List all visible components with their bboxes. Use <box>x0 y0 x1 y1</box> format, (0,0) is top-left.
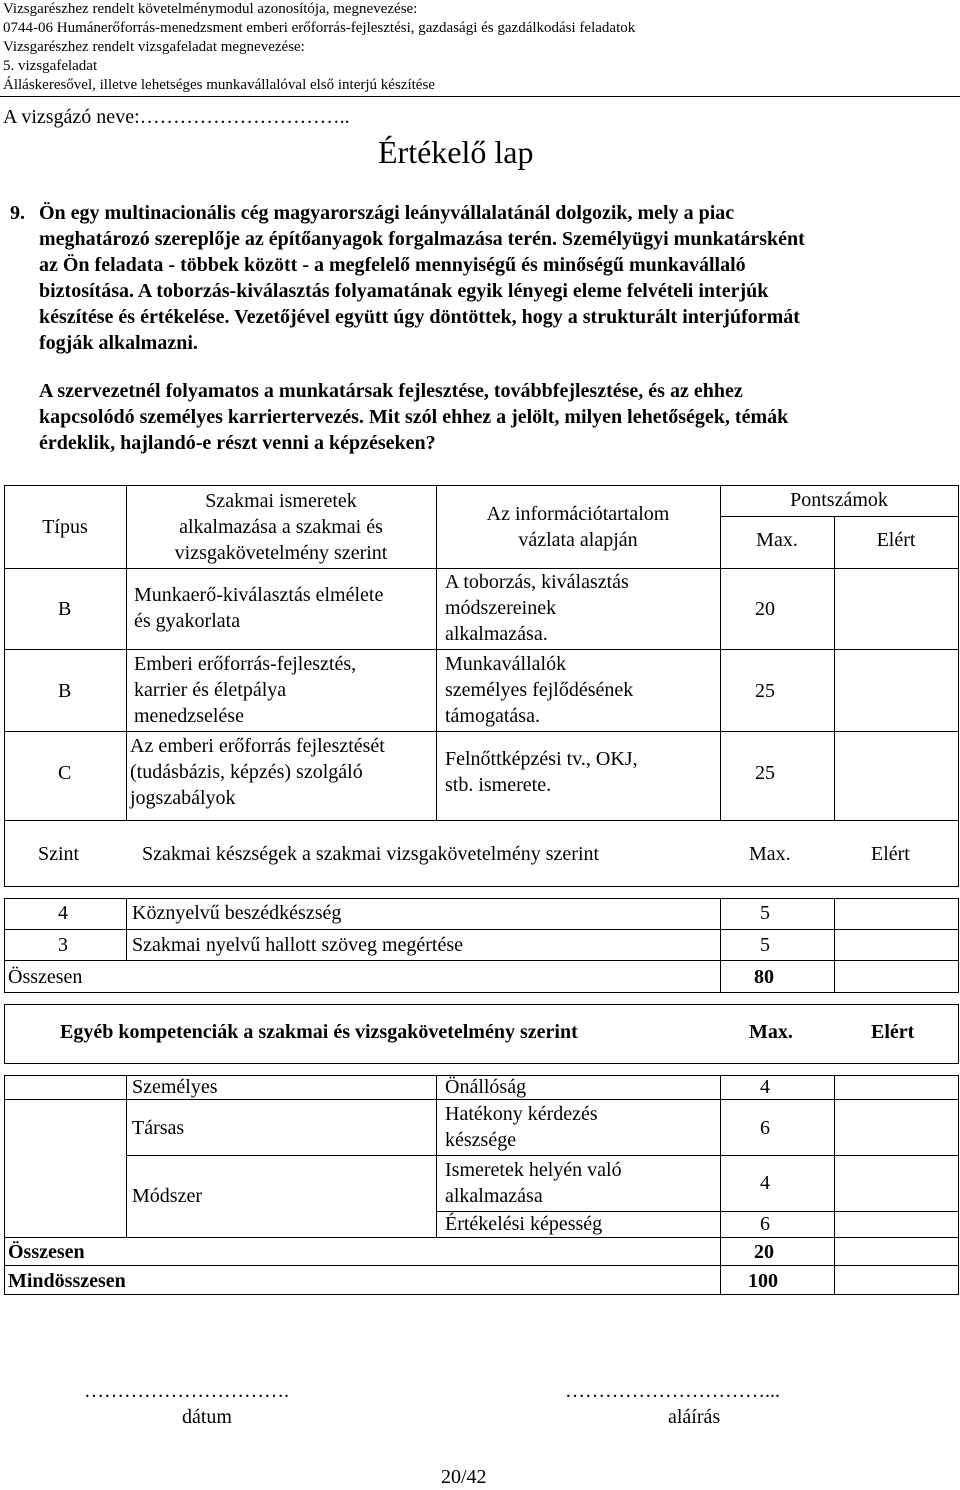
grand-total-label: Mindösszesen <box>8 1270 126 1292</box>
skills-total-label: Összesen <box>8 966 83 988</box>
table-border <box>4 1265 959 1266</box>
competence-name <box>445 1157 622 1209</box>
competence-category: Társas <box>132 1117 185 1139</box>
question-continued <box>10 378 950 458</box>
competence-name: Önállóság <box>445 1076 527 1098</box>
table-border <box>4 820 5 887</box>
row-knowledge-line: Az emberi erőforrás fejlesztését <box>130 735 385 757</box>
header-line-3: Vizsgarészhez rendelt vizsgafeladat megnevezése: <box>3 39 305 55</box>
row-info <box>445 569 629 647</box>
skill-name: Köznyelvű beszédkészség <box>132 902 342 924</box>
competence-max: 4 <box>760 1172 770 1194</box>
row-knowledge-line: menedzselése <box>134 705 244 727</box>
col-info-line: Az információtartalom <box>486 503 670 525</box>
col-info-header <box>436 501 720 553</box>
table-border <box>720 1075 721 1295</box>
competence-category: Személyes <box>132 1076 218 1098</box>
row-type: B <box>58 598 72 620</box>
row-info-line: módszereinek <box>445 597 557 619</box>
question-line: készítése és értékelése. Vezetőjével együtt úgy döntöttek, hogy a strukturált interjúformát <box>39 306 800 328</box>
question-line: érdeklik, hajlandó-e részt venni a képzéseken? <box>39 432 436 454</box>
table-border <box>958 898 959 993</box>
row-knowledge-line: (tudásbázis, képzés) szolgáló <box>130 761 363 783</box>
row-info-line: alkalmazása. <box>445 623 548 645</box>
row-knowledge-line: jogszabályok <box>130 787 236 809</box>
table-border <box>4 820 959 821</box>
row-knowledge <box>134 651 356 729</box>
header-line-4: 5. vizsgafeladat <box>3 58 98 74</box>
col-achieved-header: Elért <box>871 843 910 865</box>
date-label: dátum <box>182 1406 232 1428</box>
row-max: 20 <box>755 598 775 620</box>
header-rule <box>0 96 960 97</box>
col-achieved-header: Elért <box>871 1021 915 1043</box>
skill-level: 4 <box>58 902 68 924</box>
col-max-header: Max. <box>749 843 791 865</box>
date-line: …………………………. <box>84 1380 289 1402</box>
table-border <box>958 1075 959 1295</box>
signature-label: aláírás <box>668 1406 721 1428</box>
row-knowledge-line: Emberi erőforrás-fejlesztés, <box>134 653 357 675</box>
competence-name <box>445 1101 598 1153</box>
col-max-header: Max. <box>749 1021 793 1043</box>
question-line: A szervezetnél folyamatos a munkatársak fejlesztése, továbbfejlesztése, és az ehhez <box>39 380 743 402</box>
table-border <box>436 1075 437 1238</box>
skill-max: 5 <box>760 934 770 956</box>
table-border <box>4 1004 959 1005</box>
table-border <box>4 1237 959 1238</box>
header-line-2: 0744-06 Humánerőforrás-menedzsment emberi erőforrás-fejlesztési, gazdasági és gazdálkodási feladatok <box>3 20 636 36</box>
competence-line: Hatékony kérdezés <box>445 1103 598 1125</box>
competencies-header: Egyéb kompetenciák a szakmai és vizsgakövetelmény szerint <box>60 1021 578 1043</box>
table-border <box>4 898 5 993</box>
row-max: 25 <box>755 680 775 702</box>
row-info-line: személyes fejlődésének <box>445 679 634 701</box>
table-border <box>4 731 959 732</box>
table-border <box>958 1004 959 1064</box>
table-border <box>4 485 959 486</box>
table-border <box>126 1075 127 1238</box>
question <box>10 200 950 360</box>
competence-max: 6 <box>760 1213 770 1235</box>
question-line: az Ön feladata - többek között - a megfelelő mennyiségű és minőségű munkavállaló <box>39 254 746 276</box>
grand-total-value: 100 <box>748 1270 778 1292</box>
row-info-line: stb. ismerete. <box>445 774 552 796</box>
competence-category: Módszer <box>132 1185 202 1207</box>
competence-max: 6 <box>760 1117 770 1139</box>
competence-name: Értékelési képesség <box>445 1213 603 1235</box>
table-border <box>4 960 959 961</box>
competence-max: 4 <box>760 1076 770 1098</box>
page-header <box>3 0 635 95</box>
competencies-total-value: 20 <box>754 1241 774 1263</box>
row-info-line: A toborzás, kiválasztás <box>445 571 629 593</box>
signature-line: …………………………... <box>565 1380 780 1402</box>
table-border <box>4 929 959 930</box>
table-border <box>958 485 959 821</box>
table-border <box>4 1294 959 1295</box>
row-knowledge-line: karrier és életpálya <box>134 679 287 701</box>
competence-line: készsége <box>445 1129 517 1151</box>
col-type-header: Típus <box>42 516 88 538</box>
row-type: B <box>58 680 72 702</box>
row-info <box>445 746 638 798</box>
row-type: C <box>58 762 72 784</box>
col-knowledge-line: Szakmai ismeretek <box>205 490 357 512</box>
row-knowledge <box>130 733 385 811</box>
question-line: kapcsolódó személyes karriertervezés. Mit szól ehhez a jelölt, milyen lehetőségek, témák <box>39 406 789 428</box>
candidate-name: A vizsgázó neve:………………………….. <box>3 106 350 128</box>
skill-level: 3 <box>58 934 68 956</box>
row-knowledge-line: és gyakorlata <box>134 610 241 632</box>
col-achieved-header: Elért <box>876 529 916 551</box>
table-border <box>4 649 959 650</box>
row-info-line: támogatása. <box>445 705 540 727</box>
col-points-header: Pontszámok <box>790 489 888 511</box>
table-border <box>4 1063 959 1064</box>
table-border <box>4 886 959 887</box>
row-info-line: Munkavállalók <box>445 653 567 675</box>
col-knowledge-header <box>126 488 436 566</box>
skills-total-value: 80 <box>754 966 774 988</box>
table-border <box>834 898 835 993</box>
row-max: 25 <box>755 762 775 784</box>
col-info-line: vázlata alapján <box>518 529 638 551</box>
col-knowledge-line: alkalmazása a szakmai és <box>179 516 383 538</box>
question-line: Ön egy multinacionális cég magyarországi leányvállalatánál dolgozik, mely a piac <box>39 202 735 224</box>
row-knowledge-line: Munkaerő-kiválasztás elmélete <box>134 584 384 606</box>
col-skills-header: Szakmai készségek a szakmai vizsgakövetelmény szerint <box>142 843 600 865</box>
question-line: fogják alkalmazni. <box>39 332 198 354</box>
page-number: 20/42 <box>441 1466 487 1488</box>
row-info <box>445 651 633 729</box>
competence-line: Ismeretek helyén való <box>445 1159 622 1181</box>
skill-name: Szakmai nyelvű hallott szöveg megértése <box>132 934 464 956</box>
competence-line: alkalmazása <box>445 1185 543 1207</box>
row-info-line: Felnőttképzési tv., OKJ, <box>445 748 638 770</box>
col-level-header: Szint <box>38 843 80 865</box>
table-border <box>720 898 721 993</box>
table-border <box>126 898 127 961</box>
competencies-total-label: Összesen <box>8 1241 85 1263</box>
table-border <box>4 1004 5 1064</box>
skill-max: 5 <box>760 902 770 924</box>
header-line-5: Álláskeresővel, illetve lehetséges munkavállalóval első interjú készítése <box>3 77 435 93</box>
question-line: biztosítása. A toborzás-kiválasztás folyamatának egyik lényegi eleme felvételi interjúk <box>39 280 769 302</box>
table-border <box>4 898 959 899</box>
question-number: 9. <box>10 202 25 224</box>
table-border <box>4 1075 5 1295</box>
table-border <box>958 820 959 887</box>
table-border <box>4 992 959 993</box>
table-border <box>834 516 835 821</box>
header-line-1: Vizsgarészhez rendelt követelménymodul azonosítója, megnevezése: <box>3 1 418 17</box>
row-knowledge <box>134 582 383 634</box>
table-border <box>834 1075 835 1295</box>
page-title: Értékelő lap <box>378 134 534 170</box>
col-max-header: Max. <box>756 529 798 551</box>
col-knowledge-line: vizsgakövetelmény szerint <box>174 542 388 564</box>
table-border <box>720 516 959 517</box>
question-line: meghatározó szereplője az építőanyagok forgalmazása terén. Személyügyi munkatársként <box>39 228 805 250</box>
